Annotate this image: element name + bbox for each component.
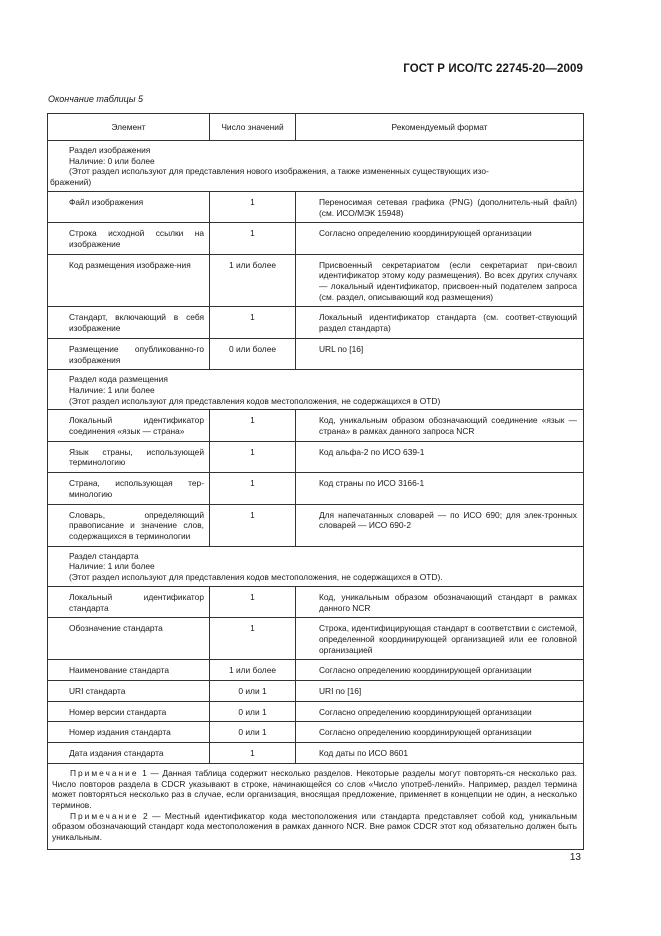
section-header-row — [48, 370, 584, 410]
format-cell: Согласно определению координирующей организации — [296, 660, 584, 681]
element-cell: Обозначение стандарта — [48, 618, 210, 660]
count-cell: 1 — [210, 307, 296, 338]
table-row — [48, 254, 584, 307]
column-header-format: Рекомендуемый формат — [296, 114, 584, 141]
note-1-label: Примечание — [70, 767, 139, 778]
element-cell: Код размещения изображе-ния — [48, 254, 210, 307]
section-note: (Этот раздел используют для представления нового изображения, а также измененных существующих изо- — [69, 166, 489, 177]
notes-cell — [48, 763, 584, 849]
element-cell: Файл изображения — [48, 191, 210, 222]
format-cell: Код даты по ИСО 8601 — [296, 743, 584, 764]
count-cell: 1 — [210, 441, 296, 472]
count-cell: 1 — [210, 586, 296, 617]
section-header-row — [48, 141, 584, 192]
element-cell: Дата издания стандарта — [48, 743, 210, 764]
section-note: (Этот раздел используют для представления кодов местоположения, не содержащихся в OTD). — [69, 572, 443, 583]
note-2-label: Примечание — [70, 810, 139, 821]
format-cell: Строка, идентифицирующая стандарт в соответствии с системой, определенной координирующей организацией или ее головной организацией — [296, 618, 584, 660]
section-header-cell — [48, 546, 584, 586]
element-cell: Язык страны, использующей терминологию — [48, 441, 210, 472]
format-cell: Код, уникальным образом обозначающий соединение «язык — страна» в рамках данного запроса NCR — [296, 410, 584, 441]
table-row — [48, 441, 584, 472]
count-cell: 1 — [210, 504, 296, 546]
table-header-row — [48, 114, 584, 141]
count-cell: 0 или 1 — [210, 722, 296, 743]
count-cell: 1 — [210, 743, 296, 764]
count-cell: 1 — [210, 410, 296, 441]
section-note: (Этот раздел используют для представления кодов местоположения, не содержащихся в OTD) — [69, 395, 441, 406]
column-header-element: Элемент — [48, 114, 210, 141]
note-1-text: 1 — Данная таблица содержит несколько разделов. Некоторые разделы могут повторять-ся несколько раз. Число повторов раздела в CDCR указывают в строке, начинающейся со слов «Число употреб-лений». Например, раздел термина может повторяться несколько раз в случае, если организация, вносящая предложение, применяет в концепции не один, а несколько терминов. — [52, 767, 577, 810]
table-row — [48, 618, 584, 660]
table-row — [48, 743, 584, 764]
format-cell: URL по [16] — [296, 338, 584, 369]
table-row — [48, 410, 584, 441]
element-cell: Строка исходной ссылки на изображение — [48, 223, 210, 254]
table-row — [48, 681, 584, 702]
table-row — [48, 473, 584, 504]
element-cell: Номер версии стандарта — [48, 701, 210, 722]
section-occurrence: Наличие: 1 или более — [69, 561, 155, 572]
format-cell: Согласно определению координирующей организации — [296, 223, 584, 254]
element-cell: Номер издания стандарта — [48, 722, 210, 743]
format-cell: Присвоенный секретариатом (если секретариат при-своил идентификатор этому коду размещения). Во всех других случаях — локальный идентификатор, присвоен-ный подателем запроса (см. раздел, описывающий код размещения) — [296, 254, 584, 307]
note-2-text: 2 — Местный идентификатор кода местоположения или стандарта представляет собой код, уникальным образом обозначающий стандарт кода местоположения в рамках данного NCR. Вне рамок CDCR этот код обязательно должен быть уникальным. — [52, 810, 577, 843]
element-cell: Страна, использующая тер-минологию — [48, 473, 210, 504]
count-cell: 0 или более — [210, 338, 296, 369]
column-header-count: Число значений — [210, 114, 296, 141]
notes-row — [48, 763, 584, 849]
table-row — [48, 191, 584, 222]
section-header-row — [48, 546, 584, 586]
section-title: Раздел стандарта — [69, 550, 139, 561]
section-header-cell — [48, 370, 584, 410]
page-number: 13 — [569, 852, 581, 863]
element-cell: Размещение опубликованно-го изображения — [48, 338, 210, 369]
count-cell: 1 — [210, 191, 296, 222]
table-caption: Окончание таблицы 5 — [48, 94, 143, 104]
count-cell: 1 — [210, 473, 296, 504]
format-cell: URI по [16] — [296, 681, 584, 702]
count-cell: 1 — [210, 618, 296, 660]
table-row — [48, 660, 584, 681]
section-title: Раздел кода размещения — [69, 374, 168, 385]
element-cell: Локальный идентификатор стандарта — [48, 586, 210, 617]
note-1 — [52, 768, 577, 811]
format-cell: Код альфа-2 по ИСО 639-1 — [296, 441, 584, 472]
count-cell: 0 или 1 — [210, 681, 296, 702]
section-header-cell — [48, 141, 584, 192]
element-cell: URI стандарта — [48, 681, 210, 702]
element-cell: Локальный идентификатор соединения «язык — страна» — [48, 410, 210, 441]
format-cell: Согласно определению координирующей организации — [296, 701, 584, 722]
format-cell: Локальный идентификатор стандарта (см. соответ-ствующий раздел стандарта) — [296, 307, 584, 338]
table-body — [48, 141, 584, 764]
format-cell: Код, уникальным образом обозначающий стандарт в рамках данного NCR — [296, 586, 584, 617]
format-cell: Переносимая сетевая графика (PNG) (дополнитель-ный файл) (см. ИСО/МЭК 15948) — [296, 191, 584, 222]
format-cell: Согласно определению координирующей организации — [296, 722, 584, 743]
table-row — [48, 586, 584, 617]
note-2 — [52, 811, 577, 843]
element-cell: Стандарт, включающий в себя изображение — [48, 307, 210, 338]
section-title: Раздел изображения — [69, 145, 151, 155]
table-row — [48, 338, 584, 369]
section-occurrence: Наличие: 0 или более — [69, 155, 155, 166]
section-note-continued: бражений) — [50, 177, 92, 188]
section-occurrence: Наличие: 1 или более — [69, 384, 155, 395]
format-cell: Для напечатанных словарей — по ИСО 690; для элек-тронных словарей — ИСО 690-2 — [296, 504, 584, 546]
element-cell: Словарь, определяющий правописание и значение слов, содержащихся в терминологии — [48, 504, 210, 546]
count-cell: 1 — [210, 223, 296, 254]
element-cell: Наименование стандарта — [48, 660, 210, 681]
table-row — [48, 701, 584, 722]
table-row — [48, 223, 584, 254]
count-cell: 0 или 1 — [210, 701, 296, 722]
table-row — [48, 307, 584, 338]
count-cell: 1 или более — [210, 660, 296, 681]
format-cell: Код страны по ИСО 3166-1 — [296, 473, 584, 504]
table-row — [48, 504, 584, 546]
table-row — [48, 722, 584, 743]
count-cell: 1 или более — [210, 254, 296, 307]
document-header: ГОСТ Р ИСО/ТС 22745-20—2009 — [403, 63, 583, 75]
recommended-format-table — [47, 113, 584, 850]
